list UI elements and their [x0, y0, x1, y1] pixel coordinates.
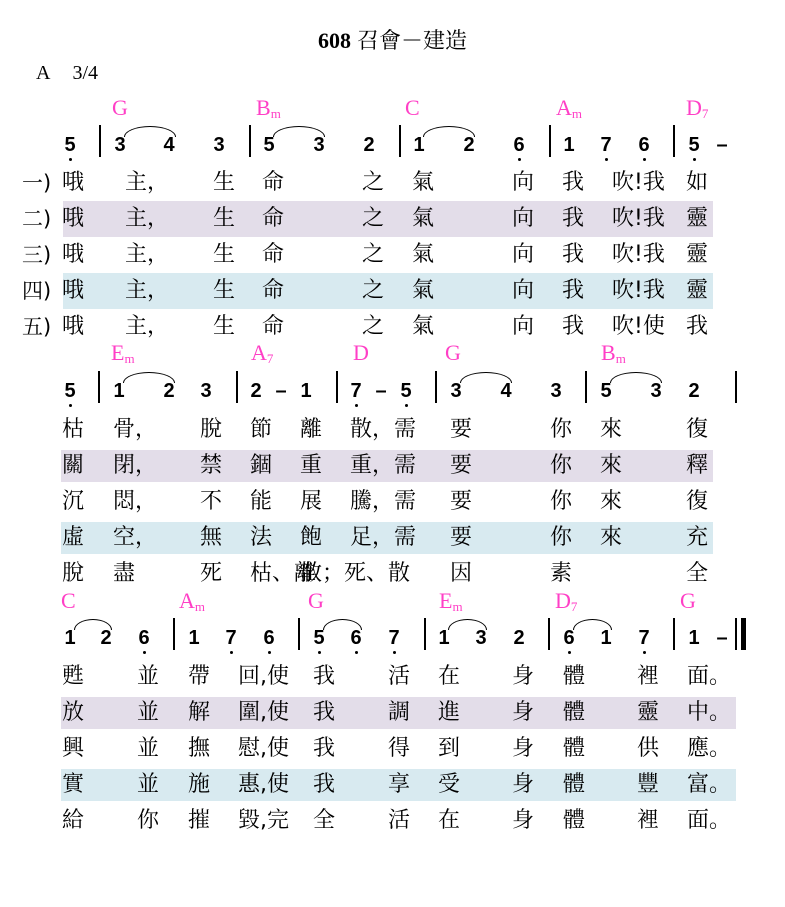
lyric-syllable: 足，需 — [350, 525, 417, 550]
lyric-syllable: 復 — [686, 417, 709, 442]
chord-symbol: G — [680, 588, 696, 613]
chord-symbol: $B_m$ — [601, 340, 626, 366]
barline — [399, 125, 401, 157]
jianpu-note: 1 — [413, 134, 425, 156]
barline — [336, 371, 338, 403]
lyric-syllable: 豐 — [637, 772, 660, 797]
lyric-syllable: 生 — [213, 170, 236, 195]
barline — [98, 371, 100, 403]
lyric-syllable: 我 — [313, 736, 336, 761]
lyric-syllable: 要 — [450, 525, 473, 550]
lyric-syllable: 靈 — [686, 206, 709, 231]
barline — [673, 618, 675, 650]
low-octave-dot — [69, 404, 72, 407]
lyric-syllable: 要 — [450, 453, 473, 478]
lyric-syllable: 我 — [562, 278, 585, 303]
chord-symbol: $A_m$ — [556, 95, 583, 121]
jianpu-note: 6 — [634, 135, 654, 155]
lyric-syllable: 盡 — [113, 561, 136, 586]
lyric-syllable: 生 — [213, 242, 236, 267]
lyric-syllable: 虛 — [62, 525, 85, 550]
lyric-syllable: 放 — [62, 700, 85, 725]
lyric-syllable: 主， — [125, 170, 170, 195]
lyric-syllable: 主， — [125, 242, 170, 267]
lyric-syllable: 靈 — [686, 278, 709, 303]
lyric-syllable: 我 — [562, 170, 585, 195]
verse-number: 二) — [22, 207, 52, 231]
jianpu-note: 3 — [200, 380, 212, 402]
chord-symbol: $E_m$ — [439, 588, 463, 614]
lyric-syllable: 並 — [137, 736, 160, 761]
lyric-syllable: 我 — [562, 242, 585, 267]
barline — [435, 371, 437, 403]
lyric-syllable: 活 — [388, 664, 411, 689]
barline — [249, 125, 251, 157]
lyric-syllable: 體 — [563, 772, 586, 797]
key: A — [36, 62, 51, 84]
lyric-syllable: 骨， — [113, 417, 158, 442]
lyric-syllable: 命 — [262, 314, 285, 339]
low-octave-dot — [605, 158, 608, 161]
jianpu-note: 1 — [64, 627, 76, 649]
jianpu-note: 5 — [263, 134, 275, 156]
jianpu-note: 7 — [346, 381, 366, 401]
chord-symbol: $D_7$ — [686, 95, 709, 121]
lyric-syllable: 要 — [450, 417, 473, 442]
lyric-syllable: 向 — [512, 170, 535, 195]
lyric-syllable: 進 — [438, 700, 461, 725]
hymn-name: 召會－建造 — [356, 29, 467, 54]
low-octave-dot — [230, 651, 233, 654]
lyric-syllable: 生 — [213, 206, 236, 231]
lyric-syllable: 向 — [512, 278, 535, 303]
lyric-syllable: 命 — [262, 242, 285, 267]
jianpu-note: 7 — [384, 628, 404, 648]
lyric-syllable: 錮 — [250, 453, 273, 478]
lyric-syllable: 靈 — [637, 700, 660, 725]
jianpu-note: 1 — [113, 380, 125, 402]
lyric-syllable: 你 — [550, 453, 573, 478]
lyric-syllable: 之 — [362, 206, 385, 231]
lyric-syllable: 我 — [313, 664, 336, 689]
time-signature: 3/4 — [72, 62, 99, 84]
barline — [673, 125, 675, 157]
lyric-syllable: 在 — [438, 664, 461, 689]
barline — [298, 618, 300, 650]
jianpu-note: 2 — [250, 380, 262, 402]
lyric-syllable: 活 — [388, 808, 411, 833]
jianpu-note: 5 — [600, 380, 612, 402]
lyric-syllable: 實 — [62, 772, 85, 797]
lyric-syllable: 調 — [388, 700, 411, 725]
lyric-syllable: 沉 — [62, 489, 85, 514]
hymn-number: 608 — [317, 28, 351, 53]
lyric-syllable: 離 — [300, 417, 323, 442]
lyric-syllable: 釋 — [686, 453, 709, 478]
jianpu-note: 2 — [688, 380, 700, 402]
low-octave-dot — [355, 651, 358, 654]
lyric-syllable: 之 — [362, 278, 385, 303]
lyric-syllable: 命 — [262, 278, 285, 303]
lyric-syllable: 關 — [62, 453, 85, 478]
note-extension-dash: – — [716, 627, 728, 649]
lyric-syllable: 閉， — [113, 453, 158, 478]
jianpu-note: 1 — [438, 627, 450, 649]
lyric-syllable: 我 — [313, 772, 336, 797]
lyric-syllable: 靈 — [686, 242, 709, 267]
barline — [173, 618, 175, 650]
lyric-syllable: 哦 — [62, 314, 85, 339]
jianpu-note: 1 — [563, 134, 575, 156]
lyric-syllable: 散；死、散 — [300, 561, 411, 586]
barline — [549, 125, 551, 157]
lyric-syllable: 命 — [262, 206, 285, 231]
chord-symbol: $E_m$ — [111, 340, 135, 366]
lyric-syllable: 吹!我 — [612, 278, 665, 303]
lyric-syllable: 命 — [262, 170, 285, 195]
lyric-syllable: 來 — [600, 417, 623, 442]
lyric-syllable: 枯 — [62, 417, 85, 442]
lyric-syllable: 生 — [213, 278, 236, 303]
chord-symbol: D — [353, 340, 369, 365]
lyric-syllable: 身 — [512, 700, 535, 725]
lyric-syllable: 死 — [200, 561, 223, 586]
lyric-syllable: 撫 — [188, 736, 211, 761]
jianpu-note: 2 — [513, 627, 525, 649]
lyric-syllable: 飽 — [300, 525, 323, 550]
lyric-syllable: 之 — [362, 170, 385, 195]
jianpu-note: 5 — [684, 135, 704, 155]
verse-number: 四) — [22, 279, 52, 303]
lyric-syllable: 並 — [137, 664, 160, 689]
jianpu-note: 3 — [213, 134, 225, 156]
lyric-syllable: 摧 — [188, 808, 211, 833]
lyric-syllable: 能 — [250, 489, 273, 514]
lyric-syllable: 向 — [512, 314, 535, 339]
lyric-syllable: 哦 — [62, 170, 85, 195]
jianpu-note: 2 — [463, 134, 475, 156]
lyric-syllable: 體 — [563, 736, 586, 761]
lyric-syllable: 裡 — [637, 808, 660, 833]
low-octave-dot — [643, 651, 646, 654]
lyric-syllable: 主， — [125, 206, 170, 231]
low-octave-dot — [693, 158, 696, 161]
lyric-syllable: 重 — [300, 453, 323, 478]
lyric-syllable: 吹!我 — [612, 206, 665, 231]
lyric-syllable: 帶 — [188, 664, 211, 689]
lyric-syllable: 身 — [512, 736, 535, 761]
low-octave-dot — [393, 651, 396, 654]
jianpu-note: 7 — [221, 628, 241, 648]
barline — [236, 371, 238, 403]
jianpu-note: 6 — [346, 628, 366, 648]
lyric-syllable: 體 — [563, 700, 586, 725]
lyric-syllable: 全 — [686, 561, 709, 586]
low-octave-dot — [318, 651, 321, 654]
chord-symbol: $A_m$ — [179, 588, 206, 614]
lyric-syllable: 圍,使 — [238, 700, 289, 725]
lyric-syllable: 哦 — [62, 278, 85, 303]
jianpu-note: 4 — [500, 380, 512, 402]
lyric-syllable: 空， — [113, 525, 158, 550]
lyric-syllable: 中。 — [687, 700, 732, 725]
chord-symbol: $A_7$ — [251, 340, 274, 366]
low-octave-dot — [69, 158, 72, 161]
lyric-syllable: 應。 — [687, 736, 732, 761]
chord-symbol: G — [308, 588, 324, 613]
low-octave-dot — [568, 651, 571, 654]
lyric-syllable: 生 — [213, 314, 236, 339]
lyric-syllable: 面。 — [687, 808, 732, 833]
lyric-syllable: 面。 — [687, 664, 732, 689]
lyric-syllable: 得 — [388, 736, 411, 761]
verse-number: 三) — [22, 243, 52, 267]
barline — [585, 371, 587, 403]
lyric-syllable: 你 — [137, 808, 160, 833]
lyric-syllable: 不 — [200, 489, 223, 514]
lyric-syllable: 甦 — [62, 664, 85, 689]
low-octave-dot — [643, 158, 646, 161]
lyric-syllable: 哦 — [62, 206, 85, 231]
lyric-syllable: 給 — [62, 808, 85, 833]
final-barline-thin — [735, 618, 737, 650]
lyric-syllable: 富。 — [687, 772, 732, 797]
lyric-syllable: 體 — [563, 664, 586, 689]
barline — [424, 618, 426, 650]
lyric-syllable: 復 — [686, 489, 709, 514]
verse-number: 一) — [22, 171, 52, 195]
lyric-syllable: 吹!使 — [612, 314, 665, 339]
lyric-syllable: 慰,使 — [238, 736, 289, 761]
jianpu-note: 1 — [188, 627, 200, 649]
chord-symbol: C — [405, 95, 420, 120]
lyric-syllable: 你 — [550, 489, 573, 514]
lyric-syllable: 素 — [550, 561, 573, 586]
note-extension-dash: – — [275, 380, 287, 402]
lyric-syllable: 解 — [188, 700, 211, 725]
jianpu-note: 3 — [475, 627, 487, 649]
lyric-syllable: 惠,使 — [238, 772, 289, 797]
lyric-syllable: 身 — [512, 808, 535, 833]
key-signature — [36, 62, 120, 85]
lyric-syllable: 到 — [438, 736, 461, 761]
lyric-syllable: 騰，需 — [350, 489, 417, 514]
jianpu-note: 5 — [60, 381, 80, 401]
jianpu-note: 1 — [688, 627, 700, 649]
lyric-syllable: 氣 — [412, 278, 435, 303]
jianpu-note: 6 — [559, 628, 579, 648]
lyric-syllable: 興 — [62, 736, 85, 761]
lyric-syllable: 氣 — [412, 314, 435, 339]
jianpu-note: 4 — [163, 134, 175, 156]
jianpu-note: 6 — [259, 628, 279, 648]
jianpu-note: 2 — [163, 380, 175, 402]
lyric-syllable: 散，需 — [350, 417, 417, 442]
jianpu-note: 3 — [114, 134, 126, 156]
chord-symbol: G — [112, 95, 128, 120]
lyric-syllable: 體 — [563, 808, 586, 833]
lyric-syllable: 裡 — [637, 664, 660, 689]
low-octave-dot — [405, 404, 408, 407]
lyric-syllable: 受 — [438, 772, 461, 797]
lyric-syllable: 脫 — [62, 561, 85, 586]
jianpu-note: 5 — [60, 135, 80, 155]
jianpu-note: 3 — [313, 134, 325, 156]
lyric-syllable: 吹!我 — [612, 170, 665, 195]
lyric-syllable: 吹!我 — [612, 242, 665, 267]
lyric-syllable: 氣 — [412, 206, 435, 231]
note-extension-dash: – — [375, 380, 387, 402]
lyric-syllable: 因 — [450, 561, 473, 586]
lyric-syllable: 主， — [125, 314, 170, 339]
final-barline-thick — [741, 618, 746, 650]
lyric-syllable: 身 — [512, 664, 535, 689]
lyric-syllable: 如 — [686, 170, 709, 195]
lyric-syllable: 枯、離 — [250, 561, 317, 586]
lyric-syllable: 充 — [686, 525, 709, 550]
lyric-syllable: 展 — [300, 489, 323, 514]
lyric-syllable: 無 — [200, 525, 223, 550]
jianpu-note: 3 — [650, 380, 662, 402]
low-octave-dot — [268, 651, 271, 654]
lyric-syllable: 來 — [600, 489, 623, 514]
lyric-syllable: 之 — [362, 314, 385, 339]
jianpu-note: 7 — [634, 628, 654, 648]
jianpu-note: 1 — [600, 627, 612, 649]
low-octave-dot — [355, 404, 358, 407]
lyric-syllable: 並 — [137, 700, 160, 725]
jianpu-note: 5 — [396, 381, 416, 401]
jianpu-note: 7 — [596, 135, 616, 155]
barline — [548, 618, 550, 650]
jianpu-note: 3 — [550, 380, 562, 402]
low-octave-dot — [143, 651, 146, 654]
lyric-syllable: 氣 — [412, 170, 435, 195]
lyric-syllable: 在 — [438, 808, 461, 833]
barline — [99, 125, 101, 157]
lyric-syllable: 我 — [686, 314, 709, 339]
lyric-syllable: 氣 — [412, 242, 435, 267]
lyric-syllable: 毀,完 — [238, 808, 289, 833]
verse-number: 五) — [22, 315, 52, 339]
lyric-syllable: 你 — [550, 417, 573, 442]
lyric-syllable: 施 — [188, 772, 211, 797]
lyric-syllable: 來 — [600, 453, 623, 478]
lyric-syllable: 法 — [250, 525, 273, 550]
chord-symbol: $B_m$ — [256, 95, 281, 121]
lyric-syllable: 我 — [562, 314, 585, 339]
lyric-syllable: 供 — [637, 736, 660, 761]
lyric-syllable: 享 — [388, 772, 411, 797]
lyric-syllable: 禁 — [200, 453, 223, 478]
lyric-syllable: 悶， — [113, 489, 158, 514]
jianpu-note: 2 — [100, 627, 112, 649]
lyric-syllable: 全 — [313, 808, 336, 833]
lyric-syllable: 你 — [550, 525, 573, 550]
lyric-syllable: 要 — [450, 489, 473, 514]
jianpu-note: 6 — [134, 628, 154, 648]
jianpu-note: 1 — [300, 380, 312, 402]
lyric-syllable: 脫 — [200, 417, 223, 442]
lyric-syllable: 重，需 — [350, 453, 417, 478]
lyric-syllable: 來 — [600, 525, 623, 550]
lyric-syllable: 節 — [250, 417, 273, 442]
chord-symbol: $D_7$ — [555, 588, 578, 614]
note-extension-dash: – — [716, 134, 728, 156]
lyric-syllable: 回,使 — [238, 664, 289, 689]
barline — [735, 371, 737, 403]
lyric-syllable: 之 — [362, 242, 385, 267]
lyric-syllable: 主， — [125, 278, 170, 303]
low-octave-dot — [518, 158, 521, 161]
jianpu-note: 6 — [509, 135, 529, 155]
chord-symbol: G — [445, 340, 461, 365]
jianpu-note: 5 — [309, 628, 329, 648]
lyric-syllable: 並 — [137, 772, 160, 797]
lyric-syllable: 向 — [512, 242, 535, 267]
jianpu-note: 2 — [363, 134, 375, 156]
lyric-syllable: 我 — [313, 700, 336, 725]
lyric-syllable: 我 — [562, 206, 585, 231]
jianpu-note: 3 — [450, 380, 462, 402]
chord-symbol: C — [61, 588, 76, 613]
lyric-syllable: 身 — [512, 772, 535, 797]
lyric-syllable: 哦 — [62, 242, 85, 267]
hymn-title — [0, 24, 785, 55]
lyric-syllable: 向 — [512, 206, 535, 231]
